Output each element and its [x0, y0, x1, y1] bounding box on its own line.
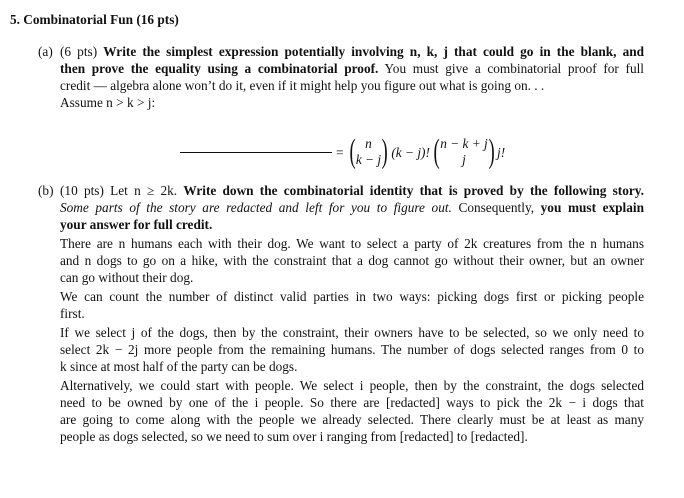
part-b-line-1: (10 pts) Let n ≥ 2k. Write down the combinatorial identity that is proved by the following story. — [60, 183, 644, 198]
factorial-term: (k − j)! — [391, 144, 430, 160]
story-paragraph-1: There are n humans each with their dog. We want to select a party of 2k creatures from the n humans and n dogs to go on a hike, with the constraint that a dog cannot go without their owner, but an owner can go without their dog. — [60, 236, 644, 285]
part-b — [38, 182, 644, 445]
part-a-line-3: credit — algebra alone won’t do it, even if it might help you figure out what is going on. . . — [60, 78, 545, 93]
part-a-line-4: Assume n > k > j: — [60, 95, 156, 110]
part-a-line-2: then prove the equality using a combinatorial proof. You must give a combinatorial proof for full — [60, 61, 644, 76]
binomial-1: n k − j — [355, 136, 382, 167]
story-paragraph-2: We can count the number of distinct valid parties in two ways: picking dogs first or picking people first. — [60, 289, 644, 321]
tail-factorial: j! — [497, 144, 506, 160]
answer-blank-line — [180, 152, 332, 153]
part-b-label: (b) — [38, 183, 54, 198]
equals-sign: = — [336, 144, 344, 160]
part-a-label: (a) — [38, 44, 53, 59]
equation-rhs: = ( n k − j ) (k − j)! ( n − k + j j ) j! — [336, 133, 506, 170]
problem-title: 5. Combinatorial Fun (16 pts) — [10, 12, 179, 27]
story-paragraph-3: If we select j of the dogs, then by the constraint, their owners have to be selected, so we only need to select 2k − 2j more people from the remaining humans. The number of dogs selected ranges from 0 to k since at most half of the party can be dogs. — [60, 325, 644, 374]
part-a — [38, 43, 644, 111]
binomial-2: n − k + j j — [440, 136, 488, 167]
part-a-line-1: (6 pts) Write the simplest expression potentially involving n, k, j that could go in the blank, and — [60, 44, 645, 59]
part-b-line-3: your answer for full credit. — [60, 217, 213, 232]
story-paragraph-4: Alternatively, we could start with people. We select i people, then by the constraint, the dogs selected need to be owned by one of the i people. So there are [redacted] ways to pick the 2k − i dogs that are going to come along with the people we already selected. There clearly must be at least as many people as dogs selected, so we need to sum over i ranging from [redacted] to [redacted]. — [60, 378, 644, 444]
identity-equation — [180, 130, 600, 174]
part-b-line-2: Some parts of the story are redacted and left for you to figure out. Consequently, you must explain — [60, 200, 644, 215]
